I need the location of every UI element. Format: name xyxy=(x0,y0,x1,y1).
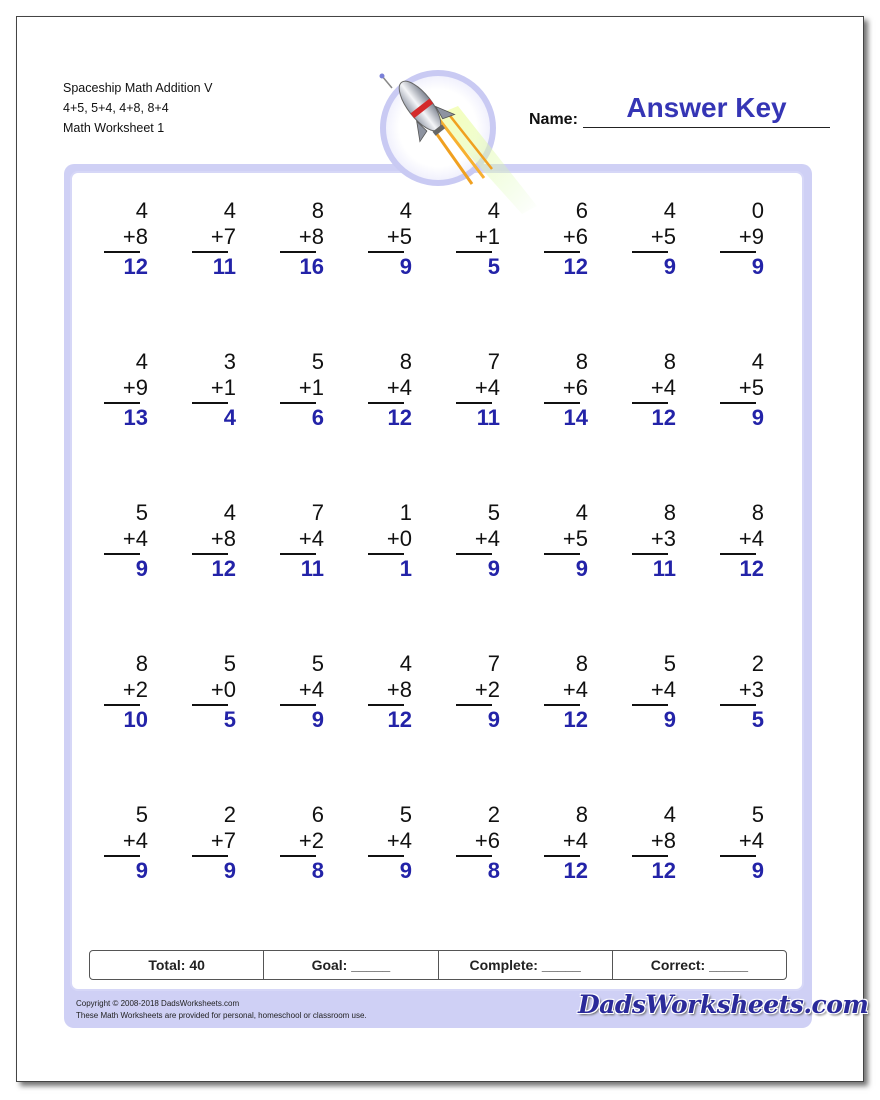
addend-top: 5 xyxy=(751,802,764,827)
addition-problem xyxy=(100,802,160,882)
addend-bottom: +5 xyxy=(386,224,412,249)
addend-bottom: +4 xyxy=(386,828,412,853)
addend-top: 5 xyxy=(399,802,412,827)
addend-bottom: +8 xyxy=(298,224,324,249)
sum-line xyxy=(104,553,140,555)
addition-problem xyxy=(100,349,160,429)
sum-line xyxy=(632,553,668,555)
answer: 10 xyxy=(123,707,148,732)
addend-bottom: +5 xyxy=(738,375,764,400)
addend-top: 5 xyxy=(487,500,500,525)
addition-problem xyxy=(628,802,688,882)
addend-bottom: +0 xyxy=(210,677,236,702)
addend-bottom: +1 xyxy=(298,375,324,400)
sum-line xyxy=(192,553,228,555)
addition-problem xyxy=(716,198,776,278)
addend-top: 5 xyxy=(135,802,148,827)
answer: 4 xyxy=(223,405,236,430)
addend-top: 2 xyxy=(223,802,236,827)
addition-problem xyxy=(188,500,248,580)
sum-line xyxy=(280,704,316,706)
addend-bottom: +4 xyxy=(738,526,764,551)
sum-line xyxy=(720,704,756,706)
sum-line xyxy=(632,855,668,857)
addend-bottom: +4 xyxy=(738,828,764,853)
addition-problem xyxy=(540,198,600,278)
addend-bottom: +8 xyxy=(650,828,676,853)
sum-line xyxy=(720,553,756,555)
answer: 9 xyxy=(487,707,500,732)
sum-line xyxy=(720,855,756,857)
addend-bottom: +4 xyxy=(298,526,324,551)
sum-line xyxy=(632,704,668,706)
addend-top: 4 xyxy=(663,802,676,827)
addition-problem xyxy=(628,349,688,429)
addend-top: 8 xyxy=(575,802,588,827)
answer: 12 xyxy=(563,254,588,279)
brand-logo: DadsWorksheets.com xyxy=(578,990,869,1019)
total-cell: Total: 40 xyxy=(90,951,264,979)
addend-bottom: +5 xyxy=(650,224,676,249)
answer: 6 xyxy=(311,405,324,430)
addend-top: 5 xyxy=(311,349,324,374)
sum-line xyxy=(456,553,492,555)
answer: 12 xyxy=(739,556,764,581)
addend-top: 8 xyxy=(311,198,324,223)
answer: 16 xyxy=(299,254,324,279)
sum-line xyxy=(192,704,228,706)
addend-bottom: +4 xyxy=(650,677,676,702)
answer: 12 xyxy=(123,254,148,279)
answer: 11 xyxy=(300,556,324,581)
sum-line xyxy=(192,251,228,253)
sum-line xyxy=(544,855,580,857)
sum-line xyxy=(192,402,228,404)
sum-line xyxy=(544,402,580,404)
answer: 12 xyxy=(563,858,588,883)
answer: 12 xyxy=(563,707,588,732)
answer: 5 xyxy=(751,707,764,732)
complete-cell: Complete: _____ xyxy=(439,951,613,979)
addend-top: 5 xyxy=(663,651,676,676)
answer: 11 xyxy=(652,556,676,581)
answer: 8 xyxy=(487,858,500,883)
sum-line xyxy=(104,855,140,857)
score-bar xyxy=(89,950,787,980)
answer-key-title: Answer Key xyxy=(626,92,787,123)
addend-top: 7 xyxy=(487,349,500,374)
addend-bottom: +5 xyxy=(562,526,588,551)
answer: 12 xyxy=(387,707,412,732)
addend-top: 2 xyxy=(751,651,764,676)
sum-line xyxy=(632,251,668,253)
addition-problem xyxy=(188,349,248,429)
addend-top: 8 xyxy=(135,651,148,676)
addition-problem xyxy=(188,802,248,882)
addition-problem xyxy=(100,651,160,731)
addend-top: 7 xyxy=(311,500,324,525)
answer: 14 xyxy=(563,405,588,430)
addition-problem xyxy=(452,349,512,429)
answer: 12 xyxy=(651,405,676,430)
addend-bottom: +4 xyxy=(122,828,148,853)
addend-top: 8 xyxy=(399,349,412,374)
addition-problem xyxy=(100,500,160,580)
answer: 12 xyxy=(651,858,676,883)
addend-top: 5 xyxy=(311,651,324,676)
addend-bottom: +0 xyxy=(386,526,412,551)
addition-problem xyxy=(452,500,512,580)
sum-line xyxy=(280,553,316,555)
addend-top: 6 xyxy=(311,802,324,827)
addend-top: 4 xyxy=(399,651,412,676)
addend-bottom: +4 xyxy=(386,375,412,400)
addend-bottom: +4 xyxy=(474,375,500,400)
addend-bottom: +4 xyxy=(562,677,588,702)
addend-bottom: +4 xyxy=(562,828,588,853)
copyright-line: Copyright © 2008-2018 DadsWorksheets.com xyxy=(76,999,240,1008)
name-label: Name: xyxy=(529,111,578,128)
addend-top: 8 xyxy=(663,500,676,525)
answer: 9 xyxy=(575,556,588,581)
addend-top: 4 xyxy=(399,198,412,223)
sum-line xyxy=(368,402,404,404)
addition-problem xyxy=(452,651,512,731)
addition-problem xyxy=(276,198,336,278)
addend-top: 4 xyxy=(135,349,148,374)
answer: 12 xyxy=(211,556,236,581)
addend-bottom: +6 xyxy=(474,828,500,853)
addend-bottom: +4 xyxy=(298,677,324,702)
addend-top: 1 xyxy=(399,500,412,525)
sum-line xyxy=(280,251,316,253)
addend-top: 3 xyxy=(223,349,236,374)
addend-top: 4 xyxy=(487,198,500,223)
sum-line xyxy=(544,704,580,706)
sum-line xyxy=(368,251,404,253)
addend-top: 5 xyxy=(135,500,148,525)
addition-problem xyxy=(628,500,688,580)
addend-bottom: +3 xyxy=(650,526,676,551)
addend-bottom: +2 xyxy=(122,677,148,702)
sum-line xyxy=(456,704,492,706)
addition-problem xyxy=(540,802,600,882)
addend-bottom: +4 xyxy=(122,526,148,551)
addend-top: 8 xyxy=(751,500,764,525)
sum-line xyxy=(104,402,140,404)
sum-line xyxy=(720,402,756,404)
answer: 11 xyxy=(476,405,500,430)
addend-top: 6 xyxy=(575,198,588,223)
answer: 9 xyxy=(135,556,148,581)
answer: 5 xyxy=(487,254,500,279)
addition-problem xyxy=(276,500,336,580)
addend-bottom: +4 xyxy=(650,375,676,400)
goal-cell: Goal: _____ xyxy=(264,951,438,979)
correct-cell: Correct: _____ xyxy=(650,957,749,973)
addend-top: 2 xyxy=(487,802,500,827)
copyright-notice xyxy=(76,998,367,1022)
addend-bottom: +8 xyxy=(386,677,412,702)
answer: 11 xyxy=(212,254,236,279)
addend-bottom: +8 xyxy=(210,526,236,551)
worksheet-title: Spaceship Math Addition V xyxy=(63,81,213,95)
addend-top: 8 xyxy=(663,349,676,374)
addition-problem xyxy=(364,651,424,731)
answer: 12 xyxy=(387,405,412,430)
addend-top: 4 xyxy=(223,198,236,223)
addition-problem xyxy=(628,651,688,731)
sum-line xyxy=(456,402,492,404)
addition-problem xyxy=(276,651,336,731)
sum-line xyxy=(280,402,316,404)
name-line xyxy=(583,127,830,128)
addition-problem xyxy=(100,198,160,278)
answer: 13 xyxy=(123,405,148,430)
sum-line xyxy=(456,251,492,253)
answer: 9 xyxy=(311,707,324,732)
answer: 5 xyxy=(223,707,236,732)
addition-problem xyxy=(716,500,776,580)
addend-bottom: +3 xyxy=(738,677,764,702)
addend-bottom: +1 xyxy=(474,224,500,249)
addition-problem xyxy=(540,349,600,429)
addend-top: 4 xyxy=(663,198,676,223)
answer: 8 xyxy=(311,858,324,883)
answer: 9 xyxy=(751,858,764,883)
addend-bottom: +7 xyxy=(210,224,236,249)
answer: 9 xyxy=(663,254,676,279)
worksheet-subtitle: 4+5, 5+4, 4+8, 8+4 xyxy=(63,101,169,115)
worksheet-header xyxy=(63,78,212,138)
addition-problem xyxy=(364,802,424,882)
answer: 9 xyxy=(751,405,764,430)
sum-line xyxy=(632,402,668,404)
usage-notice: These Math Worksheets are provided for personal, homeschool or classroom use. xyxy=(76,1011,367,1020)
sum-line xyxy=(368,704,404,706)
addition-problem xyxy=(276,349,336,429)
sum-line xyxy=(456,855,492,857)
addition-problem xyxy=(452,802,512,882)
addition-problem xyxy=(364,349,424,429)
addition-problem xyxy=(276,802,336,882)
addend-bottom: +4 xyxy=(474,526,500,551)
addition-problem xyxy=(628,198,688,278)
addition-problem xyxy=(540,500,600,580)
answer: 9 xyxy=(135,858,148,883)
addend-top: 4 xyxy=(135,198,148,223)
addition-problem xyxy=(364,500,424,580)
addend-bottom: +9 xyxy=(738,224,764,249)
addend-top: 4 xyxy=(223,500,236,525)
answer: 9 xyxy=(663,707,676,732)
addend-top: 7 xyxy=(487,651,500,676)
sum-line xyxy=(720,251,756,253)
sum-line xyxy=(192,855,228,857)
sum-line xyxy=(104,704,140,706)
sum-line xyxy=(544,553,580,555)
answer: 9 xyxy=(223,858,236,883)
answer: 1 xyxy=(399,556,412,581)
addend-top: 8 xyxy=(575,651,588,676)
sum-line xyxy=(368,553,404,555)
answer: 9 xyxy=(399,858,412,883)
answer: 9 xyxy=(751,254,764,279)
answer: 9 xyxy=(399,254,412,279)
addition-problem xyxy=(188,198,248,278)
addend-bottom: +2 xyxy=(474,677,500,702)
addition-problem xyxy=(452,198,512,278)
addend-top: 5 xyxy=(223,651,236,676)
addend-top: 8 xyxy=(575,349,588,374)
answer: 9 xyxy=(487,556,500,581)
addend-top: 4 xyxy=(575,500,588,525)
addend-bottom: +6 xyxy=(562,375,588,400)
addition-problem xyxy=(716,349,776,429)
sum-line xyxy=(280,855,316,857)
sum-line xyxy=(544,251,580,253)
addition-problem xyxy=(716,651,776,731)
addend-bottom: +6 xyxy=(562,224,588,249)
addend-bottom: +2 xyxy=(298,828,324,853)
addition-problem xyxy=(364,198,424,278)
addition-problem xyxy=(188,651,248,731)
addition-problem xyxy=(716,802,776,882)
addend-bottom: +1 xyxy=(210,375,236,400)
addend-bottom: +9 xyxy=(122,375,148,400)
addend-top: 4 xyxy=(751,349,764,374)
sum-line xyxy=(368,855,404,857)
addition-problem xyxy=(540,651,600,731)
addend-bottom: +8 xyxy=(122,224,148,249)
sum-line xyxy=(104,251,140,253)
problem-area xyxy=(70,171,804,991)
addend-bottom: +7 xyxy=(210,828,236,853)
worksheet-number: Math Worksheet 1 xyxy=(63,121,165,135)
addend-top: 0 xyxy=(751,198,764,223)
